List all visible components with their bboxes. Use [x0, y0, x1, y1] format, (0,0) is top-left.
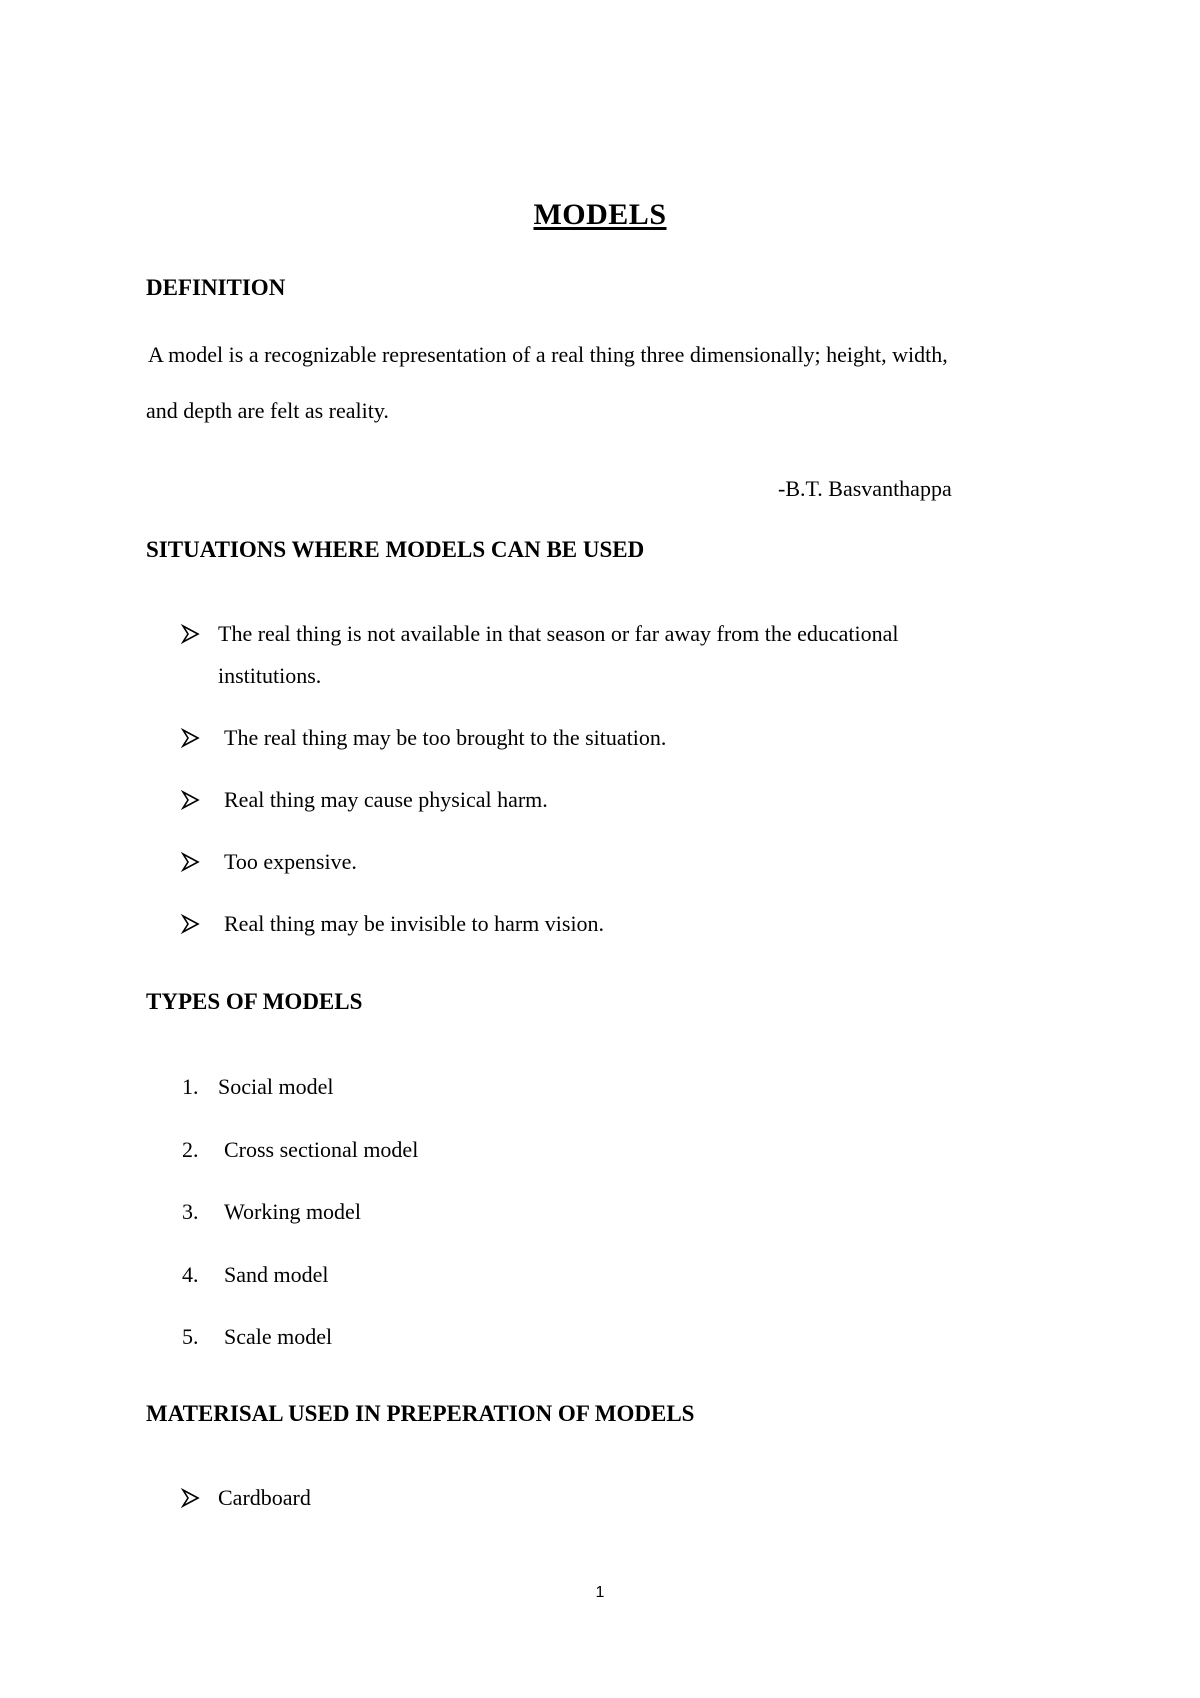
list-item-text: Social model — [218, 1074, 334, 1099]
list-item-text: The real thing is not available in that season or far away from the educational — [218, 621, 899, 646]
list-item-text: Sand model — [224, 1262, 329, 1287]
materials-heading: MATERISAL USED IN PREPERATION OF MODELS — [146, 1401, 695, 1426]
arrowhead-bullet-icon — [180, 725, 202, 751]
arrowhead-bullet-icon — [180, 1485, 202, 1511]
page-title: MODELS — [533, 198, 667, 231]
arrowhead-bullet-icon — [180, 911, 202, 937]
definition-heading: DEFINITION — [146, 275, 286, 300]
definition-line-2: and depth are felt as reality. — [146, 398, 389, 423]
list-item-text: Cardboard — [218, 1485, 311, 1510]
list-item-text: Too expensive. — [224, 849, 357, 874]
list-item-text: Scale model — [224, 1324, 333, 1349]
list-number: 1. — [182, 1074, 199, 1099]
page-number: 1 — [595, 1584, 605, 1601]
situations-heading: SITUATIONS WHERE MODELS CAN BE USED — [146, 537, 645, 562]
types-heading: TYPES OF MODELS — [146, 989, 363, 1014]
arrowhead-bullet-icon — [180, 621, 202, 647]
list-item-text-continuation: institutions. — [218, 663, 322, 688]
definition-attribution: -B.T. Basvanthappa — [778, 476, 952, 501]
list-item-text: The real thing may be too brought to the situation. — [224, 725, 667, 750]
list-item-text: Real thing may be invisible to harm vision. — [224, 911, 605, 936]
list-item-text: Real thing may cause physical harm. — [224, 787, 548, 812]
list-number: 2. — [182, 1137, 199, 1162]
definition-line-1: A model is a recognizable representation of a real thing three dimensionally; height, width, — [148, 342, 948, 367]
list-number: 4. — [182, 1262, 199, 1287]
list-item-text: Working model — [224, 1199, 361, 1224]
list-item-text: Cross sectional model — [224, 1137, 419, 1162]
list-number: 5. — [182, 1324, 199, 1349]
arrowhead-bullet-icon — [180, 849, 202, 875]
arrowhead-bullet-icon — [180, 787, 202, 813]
list-number: 3. — [182, 1199, 199, 1224]
